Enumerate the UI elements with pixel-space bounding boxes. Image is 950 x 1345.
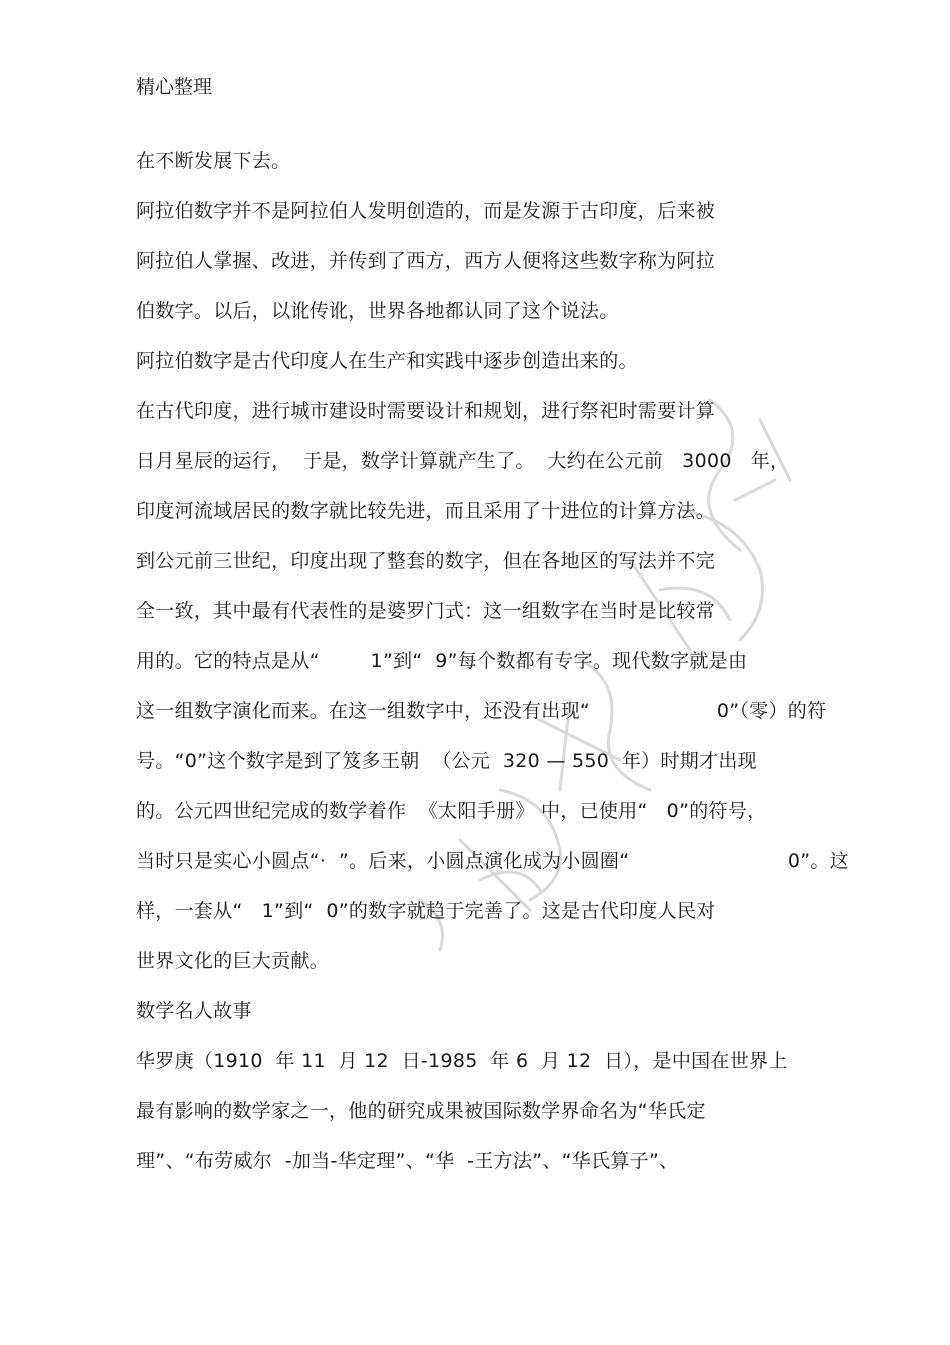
text-line: 在古代印度，进行城市建设时需要设计和规划，进行祭祀时需要计算 — [136, 400, 716, 422]
text-line: 阿拉伯数字是古代印度人在生产和实践中逐步创造出来的。 — [136, 350, 638, 372]
section-heading: 数学名人故事 — [136, 1000, 252, 1022]
text-line: 样，一套从“ 1”到“ 0”的数字就趋于完善了。这是古代印度人民对 — [136, 900, 716, 922]
text-line: 理”、“布劳威尔 -加当-华定理”、“华 -王方法”、“华氏算子”、 — [136, 1150, 679, 1172]
text-line: 华罗庚（1910 年 11 月 12 日-1985 年 6 月 12 日），是中国在世界上 — [136, 1050, 788, 1072]
text-line: 当时只是实心小圆点“· ”。后来，小圆点演化成为小圆圈“ 0”。这 — [136, 850, 849, 872]
text-line: 号。“0”这个数字是到了笈多王朝 （公元 320 — 550 年）时期才出现 — [136, 750, 757, 772]
text-line: 阿拉伯人掌握、改进，并传到了西方，西方人便将这些数字称为阿拉 — [136, 250, 716, 272]
text-line: 全一致，其中最有代表性的是婆罗门式：这一组数字在当时是比较常 — [136, 600, 716, 622]
text-line: 最有影响的数学家之一，他的研究成果被国际数学界命名为“华氏定 — [136, 1100, 706, 1122]
text-line: 在不断发展下去。 — [136, 150, 291, 172]
text-line: 用的。它的特点是从“ 1”到“ 9”每个数都有专字。现代数字就是由 — [136, 650, 748, 672]
page-header: 精心整理 — [136, 76, 213, 98]
document-body — [136, 148, 936, 1198]
text-line: 世界文化的巨大贡献。 — [136, 950, 330, 972]
text-line: 阿拉伯数字并不是阿拉伯人发明创造的，而是发源于古印度，后来被 — [136, 200, 716, 222]
text-line: 日月星辰的运行， 于是，数学计算就产生了。 大约在公元前 3000 年， — [136, 450, 790, 472]
text-line: 的。公元四世纪完成的数学着作 《太阳手册》 中，已使用“ 0”的符号， — [136, 800, 767, 822]
text-line: 印度河流域居民的数字就比较先进，而且采用了十进位的计算方法。 — [136, 500, 716, 522]
text-line: 这一组数字演化而来。在这一组数字中，还没有出现“ 0”（零）的符 — [136, 700, 827, 722]
text-line: 伯数字。以后，以讹传讹，世界各地都认同了这个说法。 — [136, 300, 619, 322]
text-line: 到公元前三世纪，印度出现了整套的数字，但在各地区的写法并不完 — [136, 550, 716, 572]
